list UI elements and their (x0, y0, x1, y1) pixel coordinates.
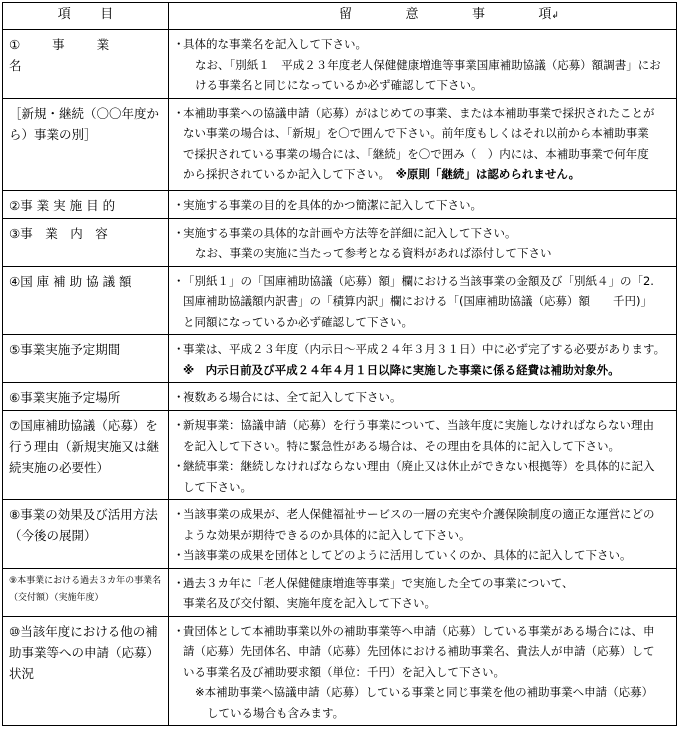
item-label: ⑤事業実施予定期間 (9, 342, 121, 357)
item-label-cell (3, 383, 169, 411)
item-label-cell (3, 616, 169, 726)
table-row (3, 616, 677, 726)
note-line (173, 243, 672, 264)
notes-cell (169, 190, 677, 218)
bullet-mark: ・ (173, 390, 185, 404)
table-header-row (3, 3, 677, 30)
table-row (3, 30, 677, 99)
item-label: ⑧事業の効果及び活用方法（今後の展開） (9, 507, 158, 543)
table-row (3, 568, 677, 616)
item-label-cell (3, 218, 169, 266)
table-row (3, 411, 677, 500)
notes-cell (169, 30, 677, 99)
note-text: と同額になっているか必ず確認して下さい。 (183, 314, 413, 329)
note-line (173, 436, 672, 457)
note-text: 実施する事業の具体的な計画や方法等を詳細に記入して下さい。 (183, 225, 517, 240)
item-label: ⑥事業実施予定場所 (9, 390, 121, 405)
table-row (3, 335, 677, 383)
item-label-cell (3, 30, 169, 99)
header-item-char: 目 (100, 7, 114, 22)
note-text: ※ 内示日前及び平成２４年４月１日以降に実施した事業に係る経費は補助対象外。 (183, 362, 620, 377)
note-text: 事業名及び交付額、実施年度を記入して下さい。 (183, 596, 436, 610)
note-text: ※本補助事業へ協議申請（応募）している事業と同じ事業を他の補助事業へ申請（応募） (195, 685, 654, 699)
note-text: なお、事業の実施に当たって参考となる資料があれば添付して下さい (195, 246, 552, 260)
note-line (173, 703, 672, 724)
bullet-mark: ・ (173, 37, 185, 51)
notes-cell (169, 568, 677, 616)
note-line (173, 456, 672, 477)
note-line (173, 55, 672, 76)
header-item-cell (3, 3, 169, 30)
bullet-mark: ・ (173, 105, 185, 120)
note-text: 具体的な事業名を記入して下さい。 (183, 37, 367, 51)
note-line (173, 477, 672, 498)
note-emphasis: ※原則「継続」は認められません。 (384, 167, 581, 181)
notes-cell (169, 218, 677, 266)
notes-cell (169, 411, 677, 500)
note-text: 請（応募）先団体名、申請（応募）先団体における補助事業名、貴法人が申請（応募）して (183, 644, 655, 658)
item-label-cell (3, 500, 169, 569)
note-line (173, 525, 672, 546)
note-line (173, 312, 672, 333)
notes-cell (169, 266, 677, 335)
note-text: 実施する事業の目的を具体的かつ簡潔に記入して下さい。 (183, 197, 482, 212)
table-row (3, 383, 677, 411)
item-label-cell (3, 266, 169, 335)
table-row (3, 500, 677, 569)
item-label: ⑦国庫補助協議（応募）を行う理由（新規実施又は継続実施の必要性） (9, 418, 160, 475)
note-line (173, 415, 672, 436)
note-line (173, 271, 672, 292)
note-text: 複数ある場合には、全て記入して下さい。 (183, 390, 402, 404)
notes-cell (169, 335, 677, 383)
bullet-mark: ・ (173, 575, 185, 590)
note-text: いる事業名及び補助要求額（単位：千円）を記入して下さい。 (183, 664, 505, 679)
note-line (173, 545, 672, 566)
note-text: 「別紙１」の「国庫補助協議（応募）額」欄における当該事業の金額及び「別紙４」の「2. (183, 273, 654, 288)
note-text: して下さい。 (183, 479, 252, 494)
item-label: ⑨本事業における過去３カ年の事業名（交付額）（実施年度） (9, 575, 162, 603)
note-text: 貴団体として本補助事業以外の補助事業等へ申請（応募）している事業がある場合には、申 (183, 623, 655, 638)
header-note-char: 項↲ (538, 7, 559, 22)
item-label: ④国 庫 補 助 協 議 額 (9, 273, 132, 289)
note-line (173, 103, 672, 124)
note-line (173, 662, 672, 683)
note-line (173, 339, 672, 360)
item-label: ［新規・継続（〇〇年度から）事業の別］ (9, 105, 160, 142)
bullet-mark: ・ (173, 623, 185, 638)
note-line (173, 641, 672, 662)
table-row (3, 266, 677, 335)
note-text: 継続事業：継続しなければならない理由（廃止又は休止ができない根拠等）を具体的に記入 (183, 459, 655, 473)
item-label-cell (3, 411, 169, 500)
note-line (173, 504, 672, 525)
note-line (173, 123, 672, 144)
note-text: から採択されているか記入して下さい。 (183, 167, 385, 181)
item-label-cell (3, 568, 169, 616)
table-row (3, 190, 677, 218)
note-text: ない事業の場合は、「新規」を〇で囲んで下さい。前年度もしくはそれ以前から本補助事業 (183, 126, 649, 140)
header-notes-cell (169, 3, 677, 30)
note-text: 事業は、平成２３年度（内示日～平成２４年３月３１日）中に必ず完了する必要があります。 (183, 342, 666, 356)
return-mark: ↲ (551, 11, 559, 21)
notes-table (2, 2, 677, 726)
note-line (173, 593, 672, 614)
bullet-mark: ・ (173, 197, 185, 212)
note-text: で採択されている事業の場合には、「継続」を〇で囲み（ ）内には、本補助事業で何年度 (183, 146, 649, 161)
note-text: を記入して下さい。特に緊急性がある場合は、その理由を具体的に記入して下さい。 (183, 438, 620, 453)
bullet-mark: ・ (173, 459, 185, 473)
note-line (173, 195, 672, 216)
note-text: 過去３カ年に「老人保健健康増進等事業」で実施した全ての事業について、 (183, 575, 574, 590)
note-text: ような効果が期待できるのか具体的に記入して下さい。 (183, 527, 471, 542)
notes-cell (169, 383, 677, 411)
item-label: ②事 業 実 施 目 的 (9, 197, 116, 213)
note-text: なお、「別紙１ 平成２３年度老人保健健康増進等事業国庫補助協議（応募）額調書」にお (195, 57, 661, 72)
bullet-mark: ・ (173, 342, 185, 356)
table-row (3, 218, 677, 266)
header-note-char: 事 (471, 7, 485, 22)
note-line (173, 223, 672, 244)
table-row (3, 98, 677, 190)
note-line (173, 291, 672, 312)
bullet-mark: ・ (173, 418, 185, 432)
note-text: 当該事業の成果が、老人保健福祉サービスの一層の充実や介護保険制度の適正な運営にどの (183, 507, 655, 521)
item-label-cell (3, 335, 169, 383)
header-note-char: 留 (339, 7, 353, 22)
bullet-mark: ・ (173, 548, 185, 562)
note-text: 当該事業の成果を団体としてどのように活用していくのか、具体的に記入して下さい。 (183, 548, 632, 562)
bullet-mark: ・ (173, 273, 185, 288)
notes-cell (169, 616, 677, 726)
item-label-cell (3, 98, 169, 190)
bullet-mark: ・ (173, 507, 185, 521)
item-label: ③事 業 内 容 (9, 225, 108, 241)
note-line (173, 573, 672, 594)
item-label: ⑩当該年度における他の補助事業等への申請（応募）状況 (9, 623, 160, 681)
note-line (173, 621, 672, 642)
item-label-cell (3, 190, 169, 218)
notes-cell (169, 500, 677, 569)
note-line (173, 387, 672, 408)
note-line (173, 144, 672, 165)
note-text: 本補助事業への協議申請（応募）がはじめての事業、または本補助事業で採択されたことが (183, 105, 655, 120)
note-line (173, 75, 672, 96)
note-text: している場合も含みます。 (207, 705, 345, 720)
note-text: ける事業名と同じになっているか必ず確認して下さい。 (195, 78, 483, 92)
note-text: 国庫補助協議額内訳書」の「積算内訳」欄における「(国庫補助協議（応募）額 千円)」 (183, 294, 652, 308)
notes-cell (169, 98, 677, 190)
note-text: 新規事業：協議申請（応募）を行う事業について、当該年度に実施しなければならない理由 (183, 418, 655, 432)
note-line (173, 682, 672, 703)
note-line (173, 164, 672, 185)
header-item-char: 項 (57, 7, 71, 22)
header-note-char: 意 (405, 7, 419, 22)
bullet-mark: ・ (173, 225, 185, 240)
note-line (173, 360, 672, 381)
note-line (173, 34, 672, 55)
item-label: ① 事 業 名 (9, 37, 124, 73)
